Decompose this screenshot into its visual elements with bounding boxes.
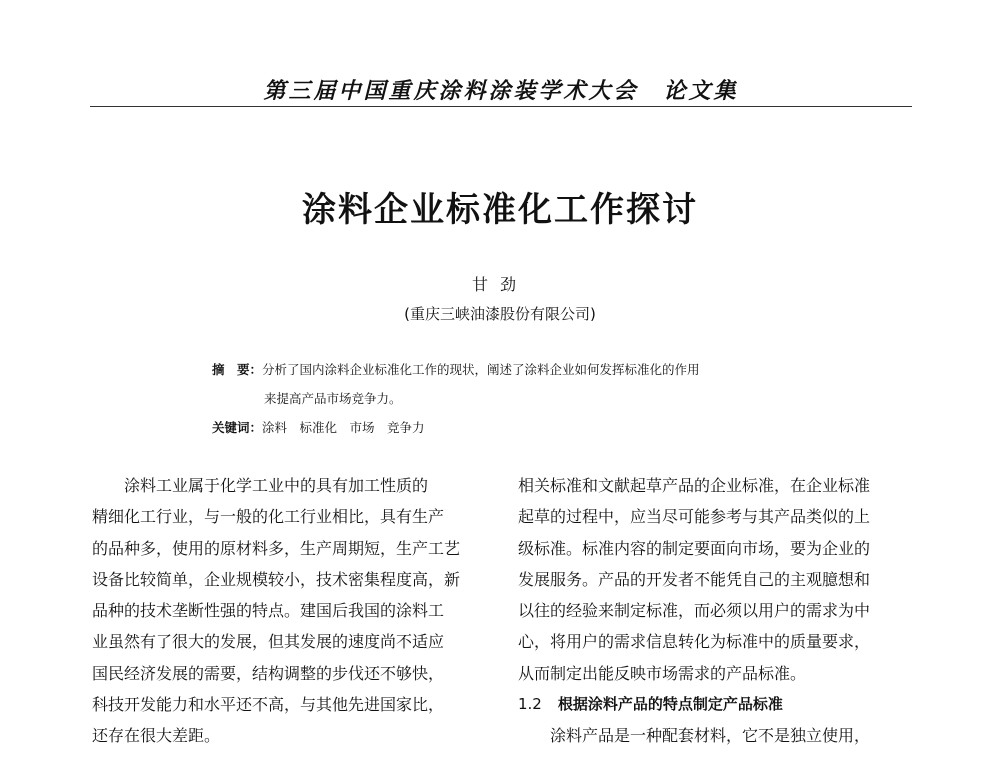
body-line: 以往的经验来制定标准，而必须以用户的需求为中 — [518, 601, 871, 621]
body-line: 涂料工业属于化学工业中的具有加工性质的 — [124, 476, 429, 495]
body-line: 设备比较简单，企业规模较小，技术密集程度高，新 — [92, 569, 461, 589]
paper-title: 涂料企业标准化工作探讨 — [302, 190, 698, 230]
body-line: 国民经济发展的需要，结构调整的步伐还不够快， — [92, 663, 445, 683]
body-line: 还存在很大差距。 — [92, 726, 221, 746]
body-line: 业虽然有了很大的发展，但其发展的速度尚不适应 — [92, 632, 445, 652]
author-affiliation: (重庆三峡油漆股份有限公司) — [404, 305, 596, 323]
body-line: 科技开发能力和水平还不高，与其他先进国家比， — [92, 695, 445, 715]
author-name: 甘劲 — [471, 275, 528, 294]
header-rule — [90, 106, 912, 107]
abstract-text-2: 来提高产品市场竞争力。 — [264, 391, 402, 406]
body-line: 相关标准和文献起草产品的企业标准，在企业标准 — [518, 476, 871, 495]
section-heading — [518, 689, 912, 720]
abstract-block — [212, 355, 812, 442]
section-number: 1.2 — [518, 695, 542, 714]
section-title: 根据涂料产品的特点制定产品标准 — [557, 695, 783, 714]
abstract-label: 摘 要： — [212, 362, 263, 377]
abstract-text-1: 分析了国内涂料企业标准化工作的现状，阐述了涂料企业如何发挥标准化的作用 — [262, 362, 700, 377]
body-line: 品种的技术垄断性强的特点。建国后我国的涂料工 — [92, 601, 445, 621]
body-line: 精细化工行业，与一般的化工行业相比，具有生产 — [92, 507, 445, 527]
body-line: 发展服务。产品的开发者不能凭自己的主观臆想和 — [518, 569, 871, 589]
body-line: 心，将用户的需求信息转化为标准中的质量要求， — [518, 632, 871, 652]
body-line: 涂料产品是一种配套材料，它不是独立使用， — [550, 726, 871, 746]
body-line: 起草的过程中，应当尽可能参考与其产品类似的上 — [518, 507, 871, 527]
abstract-line — [212, 355, 812, 384]
body-line: 从而制定出能反映市场需求的产品标准。 — [518, 663, 807, 683]
running-header: 第三届中国重庆涂料涂装学术大会 论文集 — [263, 79, 739, 104]
keywords-text: 涂料 标准化 市场 竞争力 — [262, 420, 425, 435]
keywords-line — [212, 413, 812, 442]
body-right-column — [518, 470, 912, 752]
body-line: 的品种多，使用的原材料多，生产周期短，生产工艺 — [92, 538, 461, 558]
body-line: 级标准。标准内容的制定要面向市场，要为企业的 — [518, 538, 871, 558]
keywords-label: 关键词： — [212, 420, 263, 435]
body-left-column — [92, 470, 486, 752]
